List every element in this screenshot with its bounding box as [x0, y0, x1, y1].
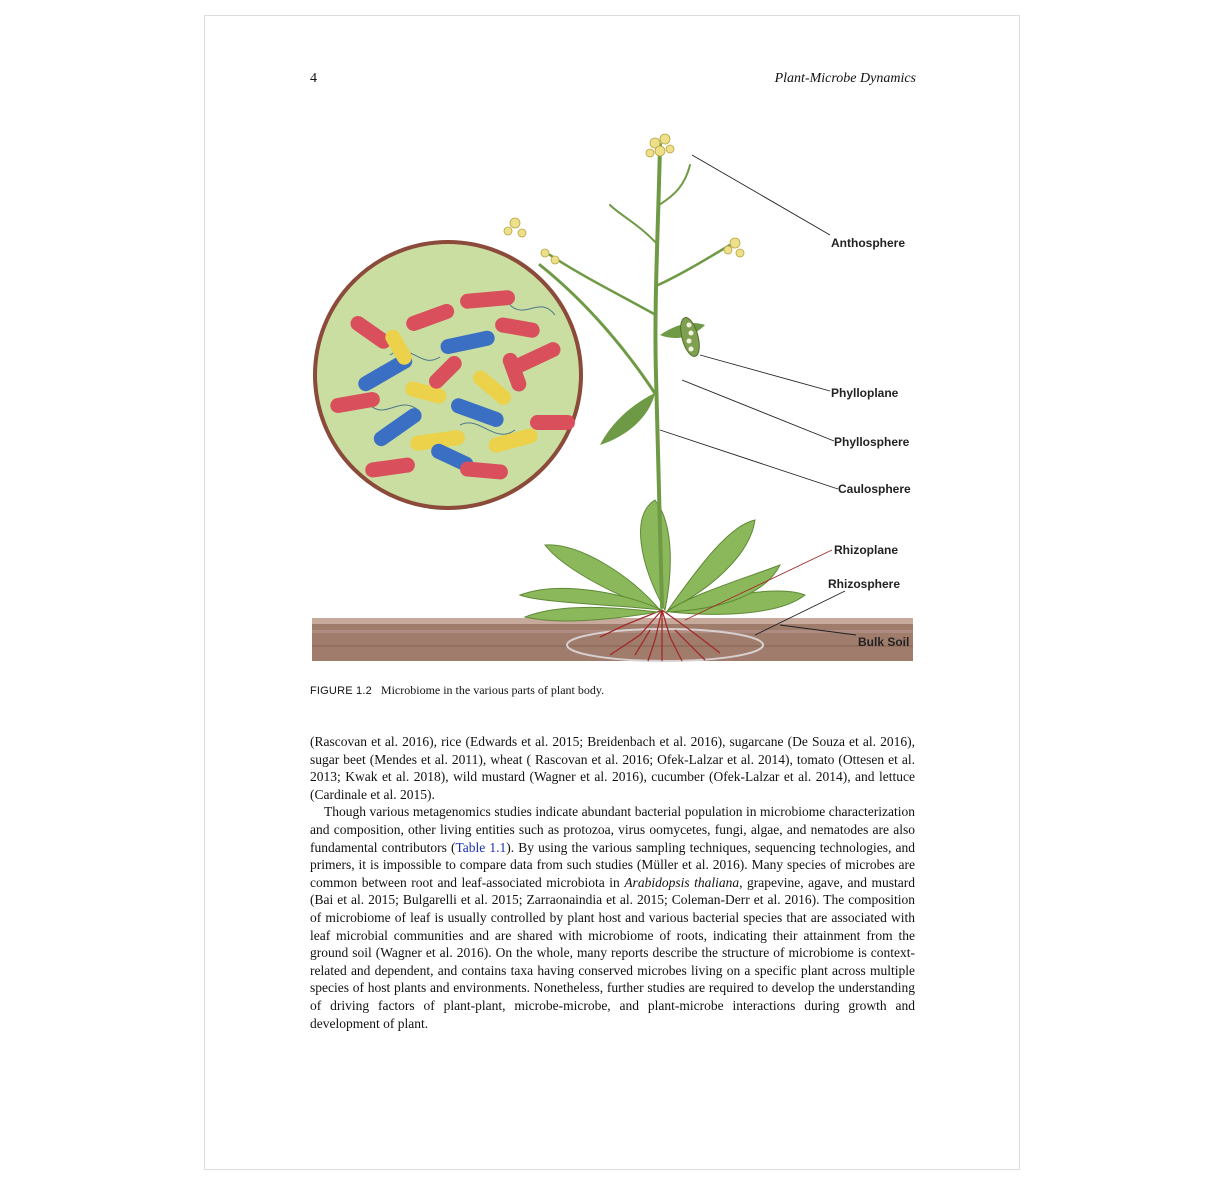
plant-microbiome-illustration — [310, 125, 915, 665]
label-anthosphere: Anthosphere — [831, 236, 906, 250]
caption-text: Microbiome in the various parts of plant body. — [380, 683, 605, 697]
label-bulk-soil: Bulk Soil — [858, 635, 910, 649]
paragraph-2: Though various metagenomics studies indicate abundant bacterial population in microbiome characterization and composition, other living entities such as protozoa, virus oomycetes, fungi, algae, and nematodes are also fundamental contributors (Table 1.1). By using the various sampling techniques, sequencing technologies, and primers, it is impossible to compare data from such studies (Müller et al. 2016). Many species of microbes are common between root and leaf-associated microbiota in Arabidopsis thaliana, grapevine, agave, and mustard (Bai et al. 2015; Bulgarelli et al. 2015; Zarraonaindia et al. 2015; Coleman-Derr et al. 2016). The composition of microbiome of leaf is usually controlled by plant host and various bacterial species that are associated with leaf microbial communities and are shared with microbiome of roots, indicating their attainment from the ground soil (Wagner et al. 2016). On the whole, many reports describe the structure of microbiome is context-related and dependent, and contains taxa having conserved microbes living on a specific plant across multiple species of host plants and environments. Nonetheless, further studies are required to develop the understanding of driving factors of plant-plant, microbe-microbe, and plant-microbe interactions during growth and development of plant. — [310, 804, 916, 1031]
body-text — [310, 733, 915, 1032]
table-reference-link[interactable]: Table 1.1 — [455, 839, 507, 855]
label-rhizosphere: Rhizosphere — [828, 577, 901, 591]
microbe-inset — [315, 242, 581, 508]
leader-lines — [660, 155, 856, 635]
flowers — [504, 134, 744, 264]
running-title: Plant-Microbe Dynamics — [774, 71, 916, 86]
soil-band — [312, 618, 913, 661]
species-name: Arabidopsis thaliana — [624, 874, 740, 890]
label-rhizoplane: Rhizoplane — [834, 543, 899, 557]
label-phyllosphere: Phyllosphere — [834, 435, 910, 449]
paragraph-1: (Rascovan et al. 2016), rice (Edwards et al. 2015; Breidenbach et al. 2016), sugarcane (De Souza et al. 2016), sugar beet (Mendes et al. 2011), wheat ( Rascovan et al. 2016; Ofek-Lalzar et al. 2014), tomato (Ottesen et al. 2013; Kwak et al. 2018), wild mustard (Wagner et al. 2016), cucumber (Ofek-Lalzar et al. 2014), and lettuce (Cardinale et al. 2015). — [310, 734, 915, 802]
figure-number: FIGURE 1.2 — [310, 685, 372, 697]
label-caulosphere: Caulosphere — [838, 482, 911, 496]
stem-leaf — [600, 393, 655, 445]
plant-microbiome-figure — [310, 125, 915, 665]
label-phylloplane: Phylloplane — [831, 386, 899, 400]
page-number: 4 — [310, 71, 317, 86]
figure-caption — [310, 683, 604, 698]
